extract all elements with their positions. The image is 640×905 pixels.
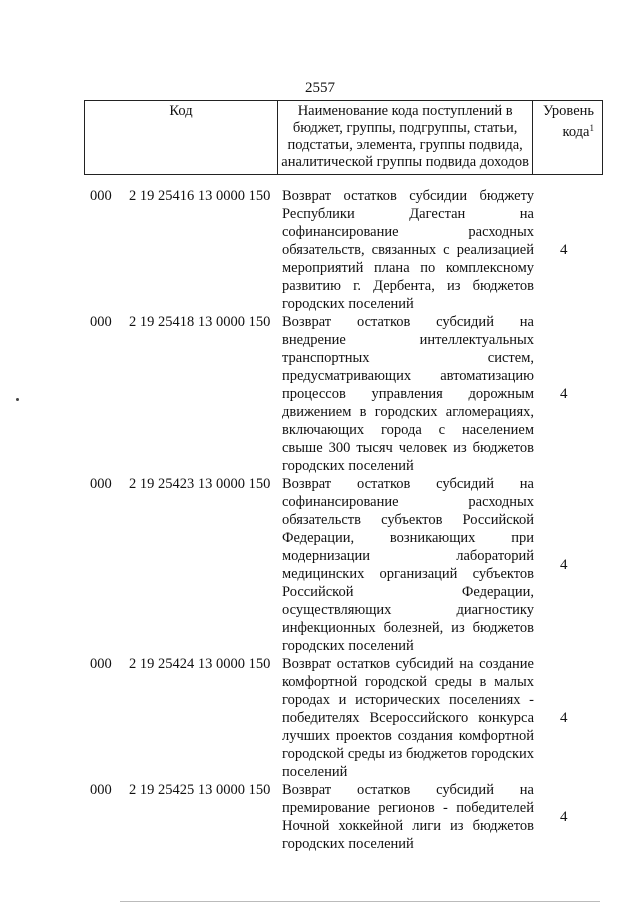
row-code: 2 19 25416 13 0000 150 [129, 188, 271, 204]
row-level: 4 [560, 242, 568, 258]
table-header [84, 100, 603, 175]
row-code: 2 19 25425 13 0000 150 [129, 782, 271, 798]
header-level-cell [533, 101, 603, 175]
row-prefix: 000 [90, 656, 112, 672]
row-name: Возврат остатков субсидий на внедрение интеллектуальных транспортных систем, предусматривающих автоматизацию процессов управления дорожным движением в городских агломерациях, включающих города с населением свыше 300 тысяч человек из бюджетов городских поселений [282, 314, 534, 474]
header-name: Наименование кода поступлений в бюджет, группы, подгруппы, статьи, подстатьи, элемента, группы подвида, аналитической группы подвида доходов [278, 101, 533, 175]
table-row [90, 781, 610, 853]
row-prefix: 000 [90, 476, 112, 492]
row-level: 4 [560, 710, 568, 726]
row-name: Возврат остатков субсидий на создание комфортной городской среды в малых городах и исторических поселениях - победителях Всероссийского конкурса лучших проектов создания комфортной городской среды из бюджетов городских поселений [282, 656, 534, 780]
margin-dot [16, 398, 19, 401]
table-row [90, 475, 610, 655]
row-name: Возврат остатков субсидий на премирование регионов - победителей Ночной хоккейной лиги из бюджетов городских поселений [282, 782, 534, 852]
page-number: 2557 [305, 80, 335, 96]
row-prefix: 000 [90, 188, 112, 204]
table-row [90, 313, 610, 475]
row-prefix: 000 [90, 314, 112, 330]
row-code: 2 19 25418 13 0000 150 [129, 314, 271, 330]
table-body [90, 187, 610, 853]
row-name: Возврат остатков субсидии бюджету Республики Дагестан на софинансирование расходных обязательств, связанных с реализацией мероприятий плана по комплексному развитию г. Дербента, из бюджетов городских поселений [282, 188, 534, 312]
row-prefix: 000 [90, 782, 112, 798]
table-row [90, 655, 610, 781]
bottom-edge-line [120, 901, 600, 902]
row-code: 2 19 25423 13 0000 150 [129, 476, 271, 492]
row-level: 4 [560, 809, 568, 825]
header-level-footnote: 1 [589, 123, 594, 133]
header-level [536, 103, 594, 141]
header-code: Код [85, 101, 278, 175]
row-code: 2 19 25424 13 0000 150 [129, 656, 271, 672]
header-level-text: Уровень кода [542, 103, 594, 140]
row-level: 4 [560, 386, 568, 402]
row-level: 4 [560, 557, 568, 573]
row-name: Возврат остатков субсидий на софинансирование расходных обязательств субъектов Российской Федерации, возникающих при модернизации лабораторий медицинских организаций субъектов Российской Федерации, осуществляющих диагностику инфекционных болезней, из бюджетов городских поселений [282, 476, 534, 654]
table-row [90, 187, 610, 313]
